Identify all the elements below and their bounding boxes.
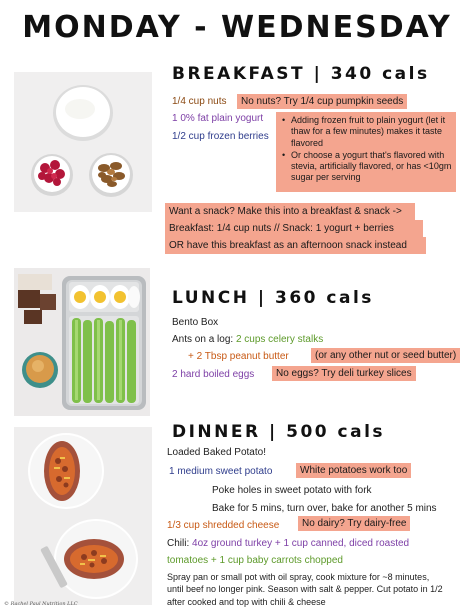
lunch-ants-prefix: Ants on a log: xyxy=(172,334,236,345)
snack-line-2: Breakfast: 1/4 cup nuts // Snack: 1 yogurt + berries xyxy=(165,220,423,237)
lunch-line-bento: Bento Box xyxy=(172,317,219,328)
dinner-heading: DINNER | 500 cals xyxy=(172,422,386,442)
breakfast-photo xyxy=(14,72,152,212)
dinner-chili-ingredients: 4oz ground turkey + 1 cup canned, diced roasted xyxy=(192,538,410,549)
snack-line-3: OR have this breakfast as an afternoon snack instead xyxy=(165,237,426,254)
lunch-eggs-tip: No eggs? Try deli turkey slices xyxy=(272,366,416,381)
lunch-eggs: 2 hard boiled eggs xyxy=(172,369,255,380)
lunch-nut-butter-tip: (or any other nut or seed butter) xyxy=(311,348,460,363)
breakfast-item-berries: 1/2 cup frozen berries xyxy=(172,131,269,142)
dinner-poke: Poke holes in sweet potato with fork xyxy=(212,485,372,496)
snack-line-1: Want a snack? Make this into a breakfast & snack -> xyxy=(165,203,415,220)
lunch-photo xyxy=(14,268,150,416)
lunch-heading: LUNCH | 360 cals xyxy=(172,288,374,308)
dinner-cheese: 1/3 cup shredded cheese xyxy=(167,520,280,531)
breakfast-item-nuts: 1/4 cup nuts xyxy=(172,96,227,107)
dinner-instruction-2: until beef no longer pink. Season with salt & pepper. Cut potato in 1/2 xyxy=(167,584,443,594)
dinner-bake: Bake for 5 mins, turn over, bake for another 5 mins xyxy=(212,503,437,514)
lunch-celery: 2 cups celery stalks xyxy=(235,334,324,345)
dinner-potato-tip: White potatoes work too xyxy=(296,463,411,478)
dinner-instruction-3: after cooked and top with chili & cheese xyxy=(167,597,326,607)
lunch-line-ants xyxy=(172,333,323,346)
lunch-peanut-butter: + 2 Tbsp peanut butter xyxy=(188,351,289,362)
dinner-line-title: Loaded Baked Potato! xyxy=(167,447,266,458)
breakfast-item-yogurt: 1 0% fat plain yogurt xyxy=(172,113,264,124)
dinner-tomatoes: tomatoes + 1 cup baby carrots chopped xyxy=(167,555,343,566)
breakfast-tip-1: • Adding frozen fruit to plain yogurt (let it thaw for a few minutes) makes it taste flavored xyxy=(280,115,452,149)
page-title: MONDAY - WEDNESDAY xyxy=(22,10,452,45)
dinner-chili-prefix: Chili: xyxy=(167,538,193,549)
copyright-credit: © Rachel Paul Nutrition LLC xyxy=(4,601,78,607)
dinner-sweet-potato: 1 medium sweet potato xyxy=(169,466,273,477)
breakfast-tips-box xyxy=(276,112,456,192)
breakfast-nuts-tip: No nuts? Try 1/4 cup pumpkin seeds xyxy=(237,94,407,109)
dinner-photo xyxy=(14,427,152,605)
dinner-cheese-tip: No dairy? Try dairy-free xyxy=(298,516,410,531)
dinner-chili xyxy=(167,537,409,550)
breakfast-heading: BREAKFAST | 340 cals xyxy=(172,64,430,84)
dinner-instruction-1: Spray pan or small pot with oil spray, cook mixture for ~8 minutes, xyxy=(167,572,430,582)
breakfast-tip-2: • Or choose a yogurt that's flavored with stevia, artificially flavored, or has <10gm sugar per serving xyxy=(280,150,452,184)
